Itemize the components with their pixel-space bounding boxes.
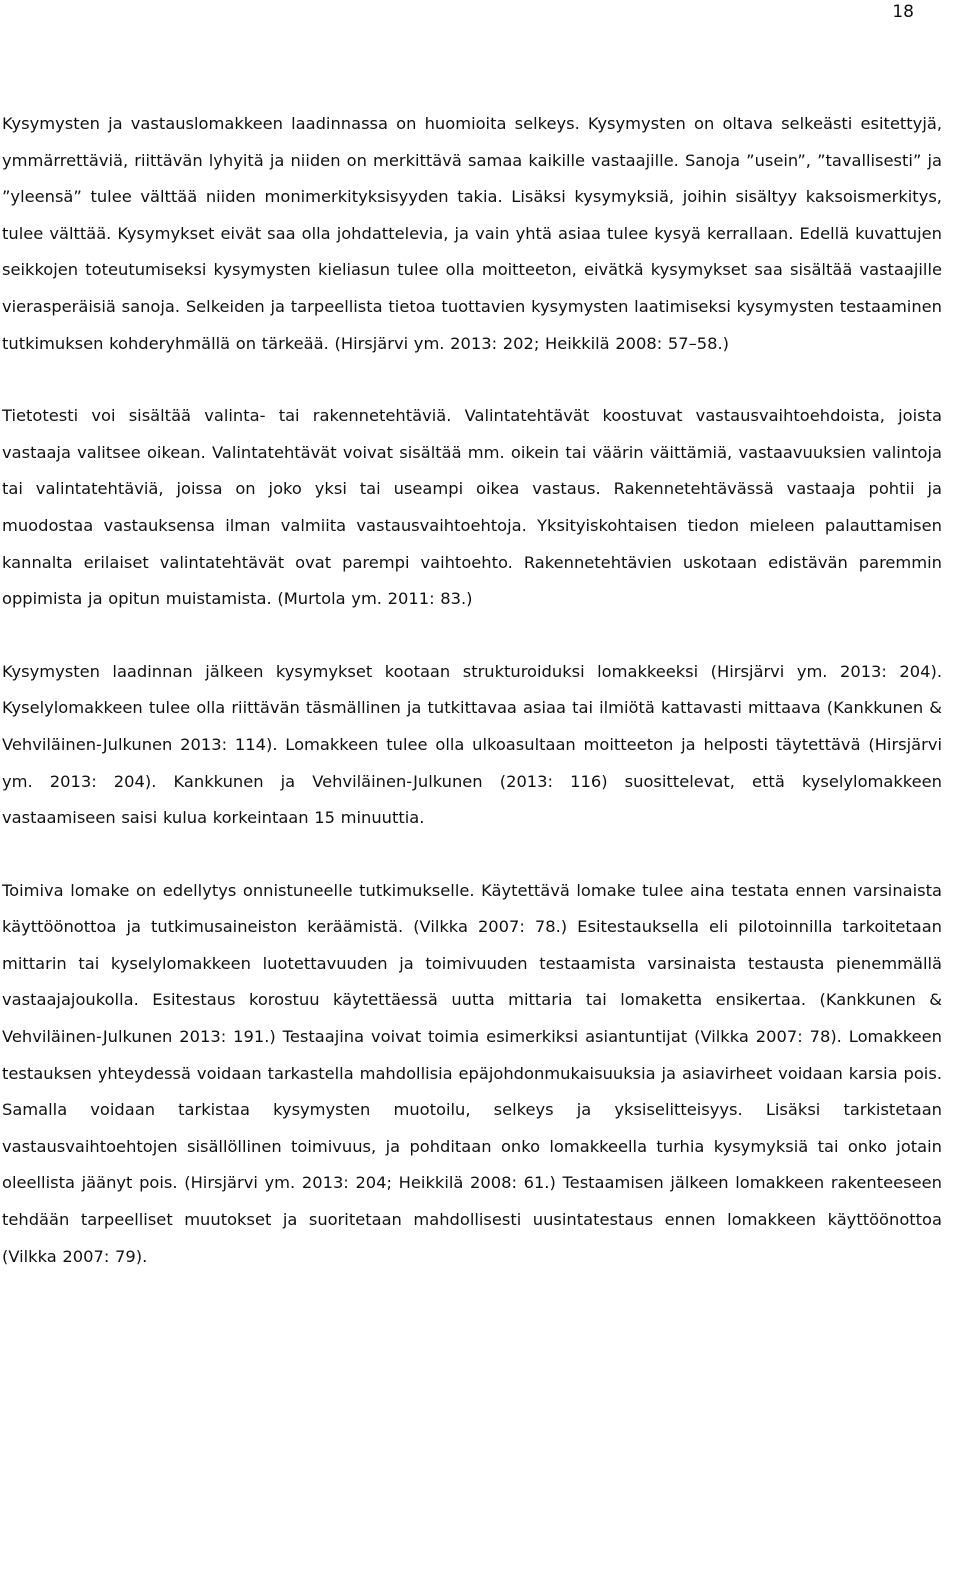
page-number: 18 xyxy=(892,2,914,22)
paragraph-question-clarity: Kysymysten ja vastauslomakkeen laadinnassa on huomioita selkeys. Kysymysten on oltava selkeästi esitettyjä, ymmärrettäviä, riittävän lyhyitä ja niiden on merkittävä samaa kaikille vastaajille. Sanoja ”usein”, ”tavallisesti” ja ”yleensä” tulee välttää niiden monimerkityksisyyden takia. Lisäksi kysymyksiä, joihin sisältyy kaksoismerkitys, tulee välttää. Kysymykset eivät saa olla johdattelevia, ja vain yhtä asiaa tulee kysyä kerrallaan. Edellä kuvattujen seikkojen toteutumiseksi kysymysten kieliasun tulee olla moitteeton, eivätkä kysymykset saa sisältää vastaajille vierasperäisiä sanoja. Selkeiden ja tarpeellista tietoa tuottavien kysymysten laatimiseksi kysymysten testaaminen tutkimuksen kohderyhmällä on tärkeää. (Hirsjärvi ym. 2013: 202; Heikkilä 2008: 57–58.) xyxy=(2,114,942,353)
paragraph-structured-form: Kysymysten laadinnan jälkeen kysymykset kootaan strukturoiduksi lomakkeeksi (Hirsjärvi ym. 2013: 204). Kyselylomakkeen tulee olla riittävän täsmällinen ja tutkittavaa asiaa tai ilmiötä kattavasti mittaava (Kankkunen & Vehviläinen-Julkunen 2013: 114). Lomakkeen tulee olla ulkoasultaan moitteeton ja helposti täytettävä (Hirsjärvi ym. 2013: 204). Kankkunen ja Vehviläinen-Julkunen (2013: 116) suosittelevat, että kyselylomakkeen vastaamiseen saisi kulua korkeintaan 15 minuuttia. xyxy=(2,661,942,828)
paragraph-form-pretesting: Toimiva lomake on edellytys onnistuneelle tutkimukselle. Käytettävä lomake tulee aina testata ennen varsinaista käyttöönottoa ja tutkimusaineiston keräämistä. (Vilkka 2007: 78.) Esitestauksella eli pilotoinnilla tarkoitetaan mittarin tai kyselylomakkeen luotettavuuden ja toimivuuden testaamista varsinaista testausta pienemmällä vastaajajoukolla. Esitestaus korostuu käytettäessä uutta mittaria tai lomaketta ensikertaa. (Kankkunen & Vehviläinen-Julkunen 2013: 191.) Testaajina voivat toimia esimerkiksi asiantuntijat (Vilkka 2007: 78). Lomakkeen testauksen yhteydessä voidaan tarkastella mahdollisia epäjohdonmukaisuuksia ja asiavirheet voidaan karsia pois. Samalla voidaan tarkistaa kysymysten muotoilu, selkeys ja yksiselitteisyys. Lisäksi tarkistetaan vastausvaihtoehtojen sisällöllinen toimivuus, ja pohditaan onko lomakkeella turhia kysymyksiä tai onko jotain oleellista jäänyt pois. (Hirsjärvi ym. 2013: 204; Heikkilä 2008: 61.) Testaamisen jälkeen lomakkeen rakenteeseen tehdään tarpeelliset muutokset ja suoritetaan mahdollisesti uusintatestaus ennen lomakkeen käyttöönottoa (Vilkka 2007: 79). xyxy=(2,880,942,1266)
document-body xyxy=(2,106,942,1275)
paragraph-test-task-types: Tietotesti voi sisältää valinta- tai rakennetehtäviä. Valintatehtävät koostuvat vastausvaihtoehdoista, joista vastaaja valitsee oikean. Valintatehtävät voivat sisältää mm. oikein tai väärin väittämiä, vastaavuuksien valintoja tai valintatehtäviä, joissa on joko yksi tai useampi oikea vastaus. Rakennetehtävässä vastaaja pohtii ja muodostaa vastauksensa ilman valmiita vastausvaihtoehtoja. Yksityiskohtaisen tiedon mieleen palauttamisen kannalta erilaiset valintatehtävät ovat parempi vaihtoehto. Rakennetehtävien uskotaan edistävän paremmin oppimista ja opitun muistamista. (Murtola ym. 2011: 83.) xyxy=(2,406,942,609)
